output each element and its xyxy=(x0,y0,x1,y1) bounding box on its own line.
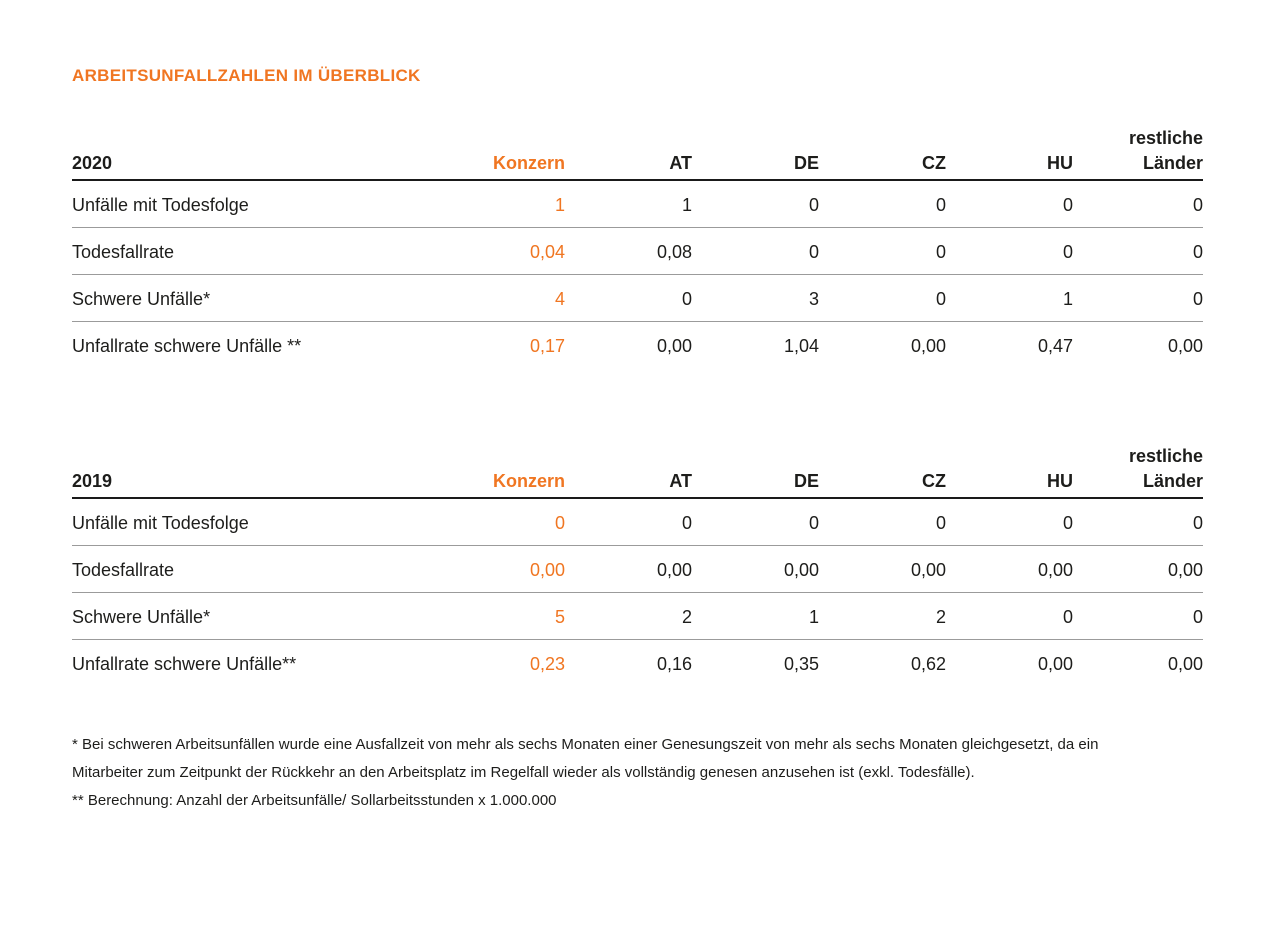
col-header-konzern: Konzern xyxy=(493,153,565,173)
cell-cz: 0,00 xyxy=(910,560,946,580)
cell-restliche: 0 xyxy=(1192,242,1203,262)
table-row xyxy=(72,498,1203,546)
year-header: 2020 xyxy=(72,153,113,173)
cell-de: 0 xyxy=(808,242,819,262)
cell-hu: 0,00 xyxy=(1037,654,1073,674)
table-row xyxy=(72,640,1203,687)
col-header-at: AT xyxy=(669,153,692,173)
col-header-at: AT xyxy=(669,471,692,491)
cell-cz: 0,00 xyxy=(910,336,946,356)
cell-restliche: 0 xyxy=(1192,607,1203,627)
col-header-konzern: Konzern xyxy=(493,471,565,491)
cell-de: 1 xyxy=(808,607,819,627)
col-header-restliche-line1: restliche xyxy=(1128,128,1203,148)
cell-at: 0,00 xyxy=(656,336,692,356)
cell-cz: 0 xyxy=(935,242,946,262)
row-label: Todesfallrate xyxy=(72,560,175,580)
footnote-double-asterisk: ** Berechnung: Anzahl der Arbeitsunfälle/ Sollarbeitsstunden x 1.000.000 xyxy=(72,792,557,809)
table-row xyxy=(72,322,1203,369)
cell-restliche: 0,00 xyxy=(1167,336,1203,356)
cell-konzern: 1 xyxy=(554,195,565,215)
footnote-asterisk-line1: * Bei schweren Arbeitsunfällen wurde eine Ausfallzeit von mehr als sechs Monaten einer Genesungszeit von mehr als sechs Monaten gleichgesetzt, da ein xyxy=(72,736,1099,753)
row-label: Unfälle mit Todesfolge xyxy=(72,195,249,215)
page-title: ARBEITSUNFALLZAHLEN IM ÜBERBLICK xyxy=(72,66,421,85)
col-header-cz: CZ xyxy=(922,471,946,491)
accident-table-2020 xyxy=(72,126,1203,368)
row-label: Schwere Unfälle* xyxy=(72,289,211,309)
cell-konzern: 0,17 xyxy=(529,336,565,356)
cell-cz: 0 xyxy=(935,513,946,533)
table-row xyxy=(72,228,1203,275)
cell-de: 0,00 xyxy=(783,560,819,580)
cell-konzern: 4 xyxy=(554,289,565,309)
cell-restliche: 0 xyxy=(1192,513,1203,533)
cell-konzern: 0,23 xyxy=(529,654,565,674)
col-header-cz: CZ xyxy=(922,153,946,173)
cell-de: 0,35 xyxy=(783,654,819,674)
col-header-restliche-laender xyxy=(1073,126,1203,180)
cell-cz: 0 xyxy=(935,289,946,309)
cell-hu: 0 xyxy=(1062,242,1073,262)
cell-hu: 1 xyxy=(1062,289,1073,309)
cell-at: 0,16 xyxy=(656,654,692,674)
cell-hu: 0,00 xyxy=(1037,560,1073,580)
table-row xyxy=(72,180,1203,228)
cell-restliche: 0 xyxy=(1192,195,1203,215)
col-header-de: DE xyxy=(793,471,819,491)
cell-hu: 0,47 xyxy=(1037,336,1073,356)
cell-hu: 0 xyxy=(1062,195,1073,215)
cell-hu: 0 xyxy=(1062,607,1073,627)
cell-cz: 0,62 xyxy=(910,654,946,674)
col-header-restliche-line1: restliche xyxy=(1128,446,1203,466)
col-header-restliche-line2: Länder xyxy=(1142,153,1203,173)
cell-de: 1,04 xyxy=(783,336,819,356)
row-label: Unfälle mit Todesfolge xyxy=(72,513,249,533)
row-label: Schwere Unfälle* xyxy=(72,607,211,627)
cell-de: 0 xyxy=(808,513,819,533)
cell-restliche: 0,00 xyxy=(1167,654,1203,674)
table-row xyxy=(72,593,1203,640)
cell-konzern: 0,04 xyxy=(529,242,565,262)
table-header-row xyxy=(72,444,1203,498)
cell-at: 0 xyxy=(681,289,692,309)
report-page xyxy=(0,66,1280,815)
footnotes xyxy=(72,731,1203,815)
row-label: Unfallrate schwere Unfälle** xyxy=(72,654,297,674)
cell-de: 0 xyxy=(808,195,819,215)
cell-cz: 2 xyxy=(935,607,946,627)
cell-de: 3 xyxy=(808,289,819,309)
cell-konzern: 0,00 xyxy=(529,560,565,580)
cell-restliche: 0 xyxy=(1192,289,1203,309)
cell-konzern: 0 xyxy=(554,513,565,533)
accident-table-2019 xyxy=(72,444,1203,686)
row-label: Unfallrate schwere Unfälle ** xyxy=(72,336,302,356)
col-header-hu: HU xyxy=(1047,471,1073,491)
year-header: 2019 xyxy=(72,471,113,491)
cell-cz: 0 xyxy=(935,195,946,215)
table-row xyxy=(72,546,1203,593)
cell-at: 1 xyxy=(681,195,692,215)
cell-at: 0,00 xyxy=(656,560,692,580)
footnote-asterisk-line2: Mitarbeiter zum Zeitpunkt der Rückkehr an den Arbeitsplatz im Regelfall wieder als vollständig genesen anzusehen ist (exkl. Todesfälle). xyxy=(72,764,975,781)
col-header-hu: HU xyxy=(1047,153,1073,173)
cell-hu: 0 xyxy=(1062,513,1073,533)
cell-at: 0 xyxy=(681,513,692,533)
row-label: Todesfallrate xyxy=(72,242,175,262)
cell-at: 0,08 xyxy=(656,242,692,262)
col-header-restliche-laender xyxy=(1073,444,1203,498)
col-header-de: DE xyxy=(793,153,819,173)
col-header-restliche-line2: Länder xyxy=(1142,471,1203,491)
table-row xyxy=(72,275,1203,322)
table-header-row xyxy=(72,126,1203,180)
cell-konzern: 5 xyxy=(554,607,565,627)
cell-at: 2 xyxy=(681,607,692,627)
cell-restliche: 0,00 xyxy=(1167,560,1203,580)
